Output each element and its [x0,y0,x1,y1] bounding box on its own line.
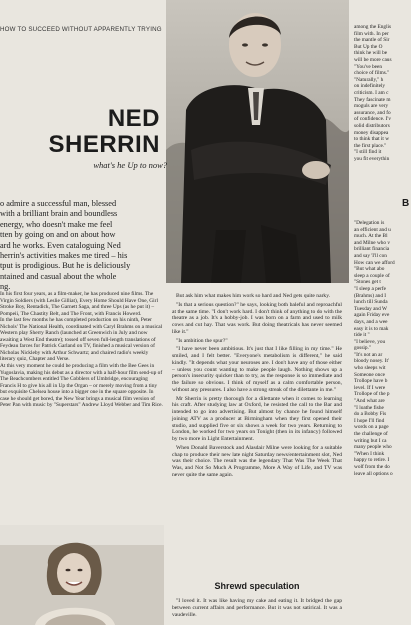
right-line: think he will be [354,50,388,57]
right-line: "I loathe fishe [354,404,384,411]
body-paragraph: "I loved it. It was like having my cake and eating it. It bridged the gap between current affairs and performance. But it was not satirical. It was a vaudeville. [172,598,342,618]
right-line: assurance, and fo [354,109,391,116]
right-line: "Naturally," h [354,76,384,83]
section-subheading: Shrewd speculation [214,581,300,591]
right-line: who sleeps wit [354,365,386,372]
actress-illustration [0,525,164,625]
headline-line-2: SHERRIN [48,131,160,158]
right-line: "Stones get t [354,279,381,286]
article-standfirst: what's he Up to now? [93,160,167,170]
right-line: to think that it w [354,136,390,143]
right-line: criticism. I am c [354,89,389,96]
right-line: "Delegation is [354,220,385,226]
right-line: of confidence. I'v [354,116,391,123]
right-line: will be more caus [354,56,392,63]
right-line: "I sleep a perfe [354,285,387,292]
section-initial: B [402,198,410,209]
right-line: lunch till Sunda [354,299,388,306]
right-line: the mantle of Sir [354,37,390,44]
middle-column-continued [172,598,342,618]
right-line: again Friday eve [354,312,390,319]
intro-line: tten by going on and on about how [0,230,116,240]
right-line: solid distributors [354,122,390,129]
right-line: on indefinitely [354,83,386,90]
body-paragraph: "Is that a serious question?" he says, looking both baleful and reproachful at the same time. "I don't work hard. I don't think of anything to do with the theatre as a job. It's a hobby-job. I was born on a farm and used to milk cows and cut hay. That was work. But doing theatricals has never seemed like it." [172,301,342,335]
right-line: brilliant financia [354,246,390,253]
right-line: an efficient and u [354,226,391,233]
right-line: "It's not an ar [354,351,383,358]
intro-line: tput is prodigious. But he is deliciously [0,261,131,271]
body-paragraph: Mr Sherrin is pretty thorough for a dilettante when it comes to learning his craft. After studying law at Oxford, he resisted the call to the Bar and intended to go into advertising. But almost by chance he found himself joining ATV as a producer at Birmingham when they first opened their studio, and supplied five or six shows a week for two years. Returning to London, he worked for two years on Tonight (then in its infancy) followed by two more in Light Entertainment. [172,395,342,442]
headline-line-1: NED [107,105,160,132]
right-line: "I still find it [354,149,382,156]
intro-line: ard he works. Even cataloguing Ned [0,240,121,250]
portrait-photo [166,0,349,283]
section-kicker: HOW TO SUCCEED WITHOUT APPARENTLY TRYING [0,26,162,33]
right-line: leave all options o [354,470,393,477]
right-line: the first place." [354,142,387,149]
portrait-illustration [166,0,349,283]
body-paragraph: "Is ambition the spur?" [176,337,228,344]
right-line: level. If I were [354,384,386,391]
body-paragraph: "I have never been ambitious. It's just that I like filling in my time." He smiled, and I felt better. "Everyone's metabolism is different," he said kindly. "It depends what your neuroses are. I don't have any of those either – unless you count wanting to make people laugh. Nothing shows up a person's insecurity quicker than to try, as the response is so immediate and the failure so obvious. I think of myself as a calm comfortable person, without any pressures. I also have a strong streak of the dilettante in me." [172,346,342,393]
intro-line: herrin's activities makes me tired – his [0,251,128,261]
right-line: the challenge of [354,431,388,437]
right-column-top [354,24,411,162]
right-line: (Brahms) and I [354,292,387,299]
right-line: money disappea [354,129,389,136]
right-line: days, and a wee [354,318,388,325]
right-column-bottom [354,220,411,477]
right-line: bloody nosey. It' [354,358,389,365]
right-line: many people who [354,444,392,451]
right-line: much. At the Bl [354,233,388,240]
right-line: "But what abo [354,266,385,273]
right-line: "And what are [354,398,385,405]
body-paragraph: In the last few months he has completed production on his ninth, Peter Nichols' The National Health, coordinated with Caryl Brahms on a musical Western play Sherry Ranch (launched at Greenwich in July and now awaiting a West End theatre); tossed off seven full-length translations of Feydeau farces for Patrick Garland on TV, finished a musical version of Nicholas Nickleby with Arthur Schwartz; and chaired radio's weekly literary quiz, Chapter and Verse. [0,317,163,363]
article-headline [40,106,160,158]
intro-line: with a brilliant brain and boundless [0,209,118,219]
right-line: gossip." [354,345,372,352]
intro-line: ntained and casual about the whole [0,271,117,281]
right-line: "I believe, you [354,338,386,345]
right-line: you fit everythin [354,155,390,162]
right-line: How can we afford [354,259,395,266]
right-line: I hope I'll find [354,417,385,424]
right-line: Trollope of the p [354,391,390,398]
right-line: wolf from the do [354,463,390,470]
actress-photo [0,525,164,625]
right-line: happy to retire. I [354,457,390,464]
intro-paragraph [0,199,162,293]
right-line: easy it is to mak [354,325,389,332]
intro-line: o admire a successful man, blessed [0,199,117,208]
right-line: Someone once [354,371,386,378]
right-line: But Up the O [354,43,383,50]
right-line: "When I think [354,450,385,457]
body-paragraph: In his first four years, as a film-maker, he has produced nine films. The Virgin Soldiers (with Leslie Gilliat), Every Home Should Have One, Girl Stroke Boy, Rentadick, The Garnett Saga, and three Ups (as he put it) – Pompeii, The Chastity Belt, and The Front, with Francis Howerd. [0,291,158,317]
right-line: among the Englis [354,24,392,30]
right-line: tide it " [354,332,370,339]
body-paragraph: At this very moment he could be producing a film with the Bee Gees in Yugoslavia, making his debut as a director with a half-hour film send-up of The Beachcombers entitled The Cobblers of Umbridge, encouraging Francis H to give his all in Up the Organ – or merely moving from a tiny but exquisite Chelsea house into a bigger one in the square opposite. In case he should get bored, the New Year brings a musical film version of Peter Pan with music by "Superstars" Andrew Lloyd Webber and Tim Rice. [0,363,163,409]
right-line: and say 'I'll con [354,252,387,259]
right-line: choice of films." [354,70,390,77]
body-paragraph: When Donald Baverstock and Alasdair Milne were looking for a suitable chap to produce their new late night Saturday news/entertainment slot, Ned was their choice. The result was the legendary That Was The Week That Was, and Not So Much A Programme, More A Way of Life, and TV was never quite the same again. [172,444,342,478]
body-paragraph: But ask him what makes him work so hard and Ned gets quite narky. [176,293,331,299]
right-line: do a Bobby Fis [354,411,387,418]
right-line: film with. In per [354,30,389,37]
right-line: sleep a couple of [354,272,390,279]
right-line: moguls are very [354,103,389,110]
left-column [0,291,163,409]
right-line: writing but I ca [354,437,387,444]
right-line: and Milne who v [354,239,391,246]
middle-column [172,293,342,481]
right-line: "You've been [354,63,383,70]
right-line: Tuesday and W [354,305,387,312]
right-line: They fascinate m [354,96,391,103]
intro-line: ng. [0,282,11,292]
intro-line: energy, who doesn't make me feel [0,219,113,229]
right-line: words on a page [354,424,389,431]
right-line: Trollope have b [354,378,388,385]
